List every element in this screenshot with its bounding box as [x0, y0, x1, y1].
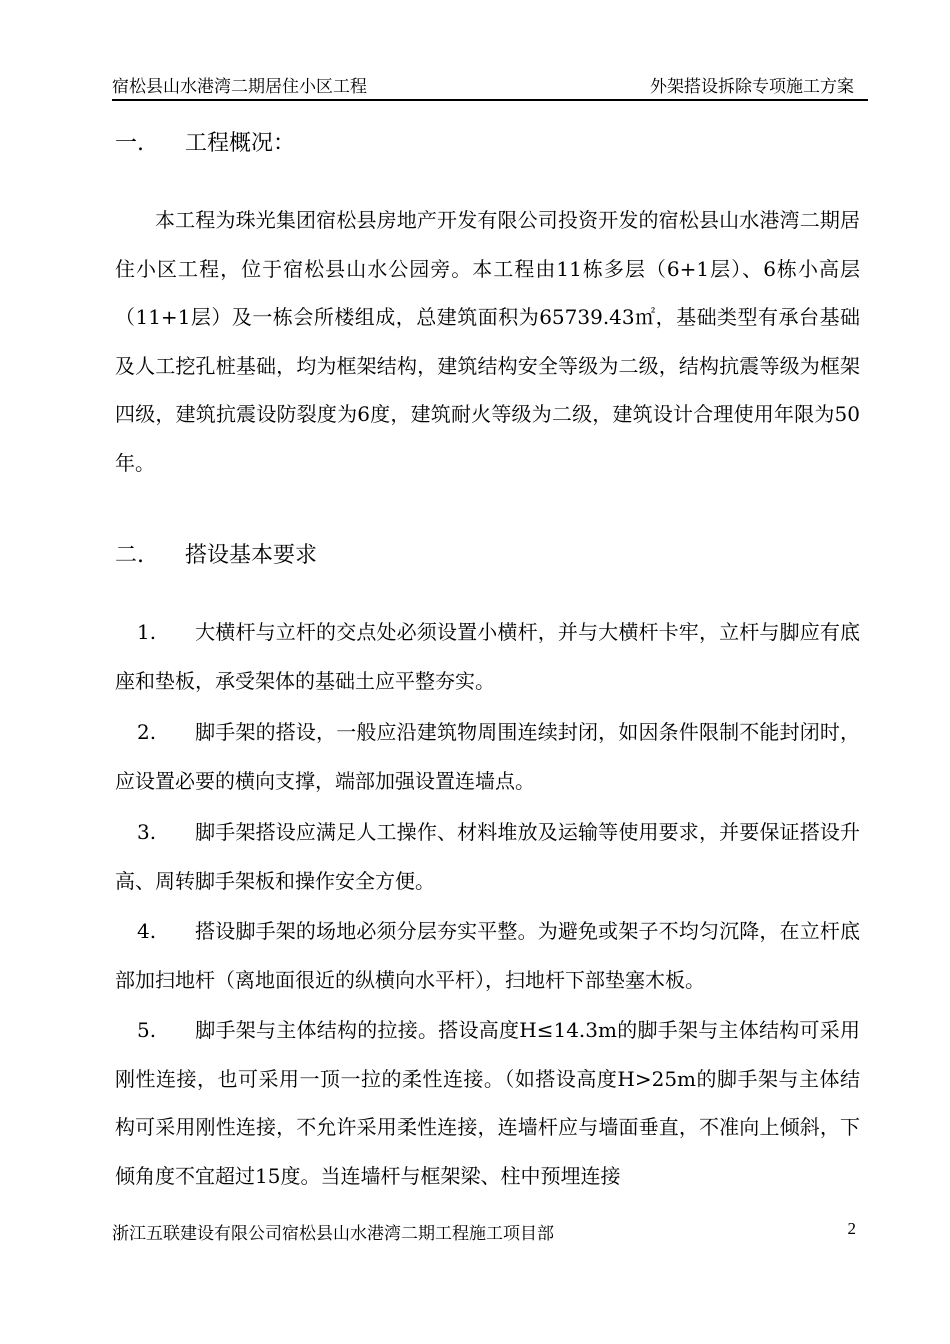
item-number: 5. — [137, 1018, 157, 1042]
header-project-name: 宿松县山水港湾二期居住小区工程 — [112, 77, 367, 97]
requirement-item-1 — [115, 608, 860, 705]
item-text: 脚手架与主体结构的拉接。搭设高度H≤14.3m的脚手架与主体结构可采用刚性连接，也可采用一顶一拉的柔性连接。（如搭设高度H>25m的脚手架与主体结构可采用刚性连接，不允许采用柔性连接，连墙杆应与墙面垂直，不准向上倾斜，下倾角度不宜超过15度。当连墙杆与框架梁、柱中预埋连接 — [115, 1018, 860, 1188]
page-number: 2 — [847, 1219, 856, 1238]
item-number: 1. — [137, 620, 157, 644]
section-number: 二. — [115, 543, 144, 568]
header-divider — [112, 99, 868, 101]
item-number: 3. — [137, 820, 157, 844]
item-number: 2. — [137, 720, 157, 744]
header-document-title: 外架搭设拆除专项施工方案 — [650, 77, 854, 97]
item-number: 4. — [137, 919, 157, 943]
overview-text: 本工程为珠光集团宿松县房地产开发有限公司投资开发的宿松县山水港湾二期居住小区工程，位于宿松县山水公园旁。本工程由11栋多层（6+1层）、6栋小高层（11+1层）及一栋会所楼组成，总建筑面积为65739.43㎡，基础类型有承台基础及人工挖孔桩基础，均为框架结构，建筑结构安全等级为二级，结构抗震等级为框架四级，建筑抗震设防裂度为6度，建筑耐火等级为二级，建筑设计合理使用年限为50年。 — [115, 208, 860, 475]
item-text: 脚手架搭设应满足人工操作、材料堆放及运输等使用要求，并要保证搭设升高、周转脚手架板和操作安全方便。 — [115, 820, 860, 893]
section-title-overview — [115, 126, 295, 157]
section-number: 一. — [115, 131, 144, 156]
overview-paragraph — [115, 196, 860, 487]
footer-company: 浙江五联建设有限公司宿松县山水港湾二期工程施工项目部 — [112, 1224, 554, 1244]
requirement-item-4 — [115, 907, 860, 1004]
item-text: 脚手架的搭设，一般应沿建筑物周围连续封闭，如因条件限制不能封闭时，应设置必要的横向支撑，端部加强设置连墙点。 — [115, 720, 860, 793]
section-heading: 搭设基本要求 — [185, 543, 318, 568]
page-header — [112, 68, 868, 98]
item-text: 搭设脚手架的场地必须分层夯实平整。为避免或架子不均匀沉降，在立杆底部加扫地杆（离地面很近的纵横向水平杆），扫地杆下部垫塞木板。 — [115, 919, 860, 992]
item-text: 大横杆与立杆的交点处必须设置小横杆，并与大横杆卡牢，立杆与脚应有底座和垫板，承受架体的基础土应平整夯实。 — [115, 620, 860, 693]
page-footer — [112, 1219, 868, 1244]
section-heading: 工程概况： — [185, 131, 296, 156]
requirement-item-5 — [115, 1006, 860, 1200]
requirement-item-3 — [115, 808, 860, 905]
section-title-requirements — [115, 538, 317, 569]
requirement-item-2 — [115, 708, 860, 805]
